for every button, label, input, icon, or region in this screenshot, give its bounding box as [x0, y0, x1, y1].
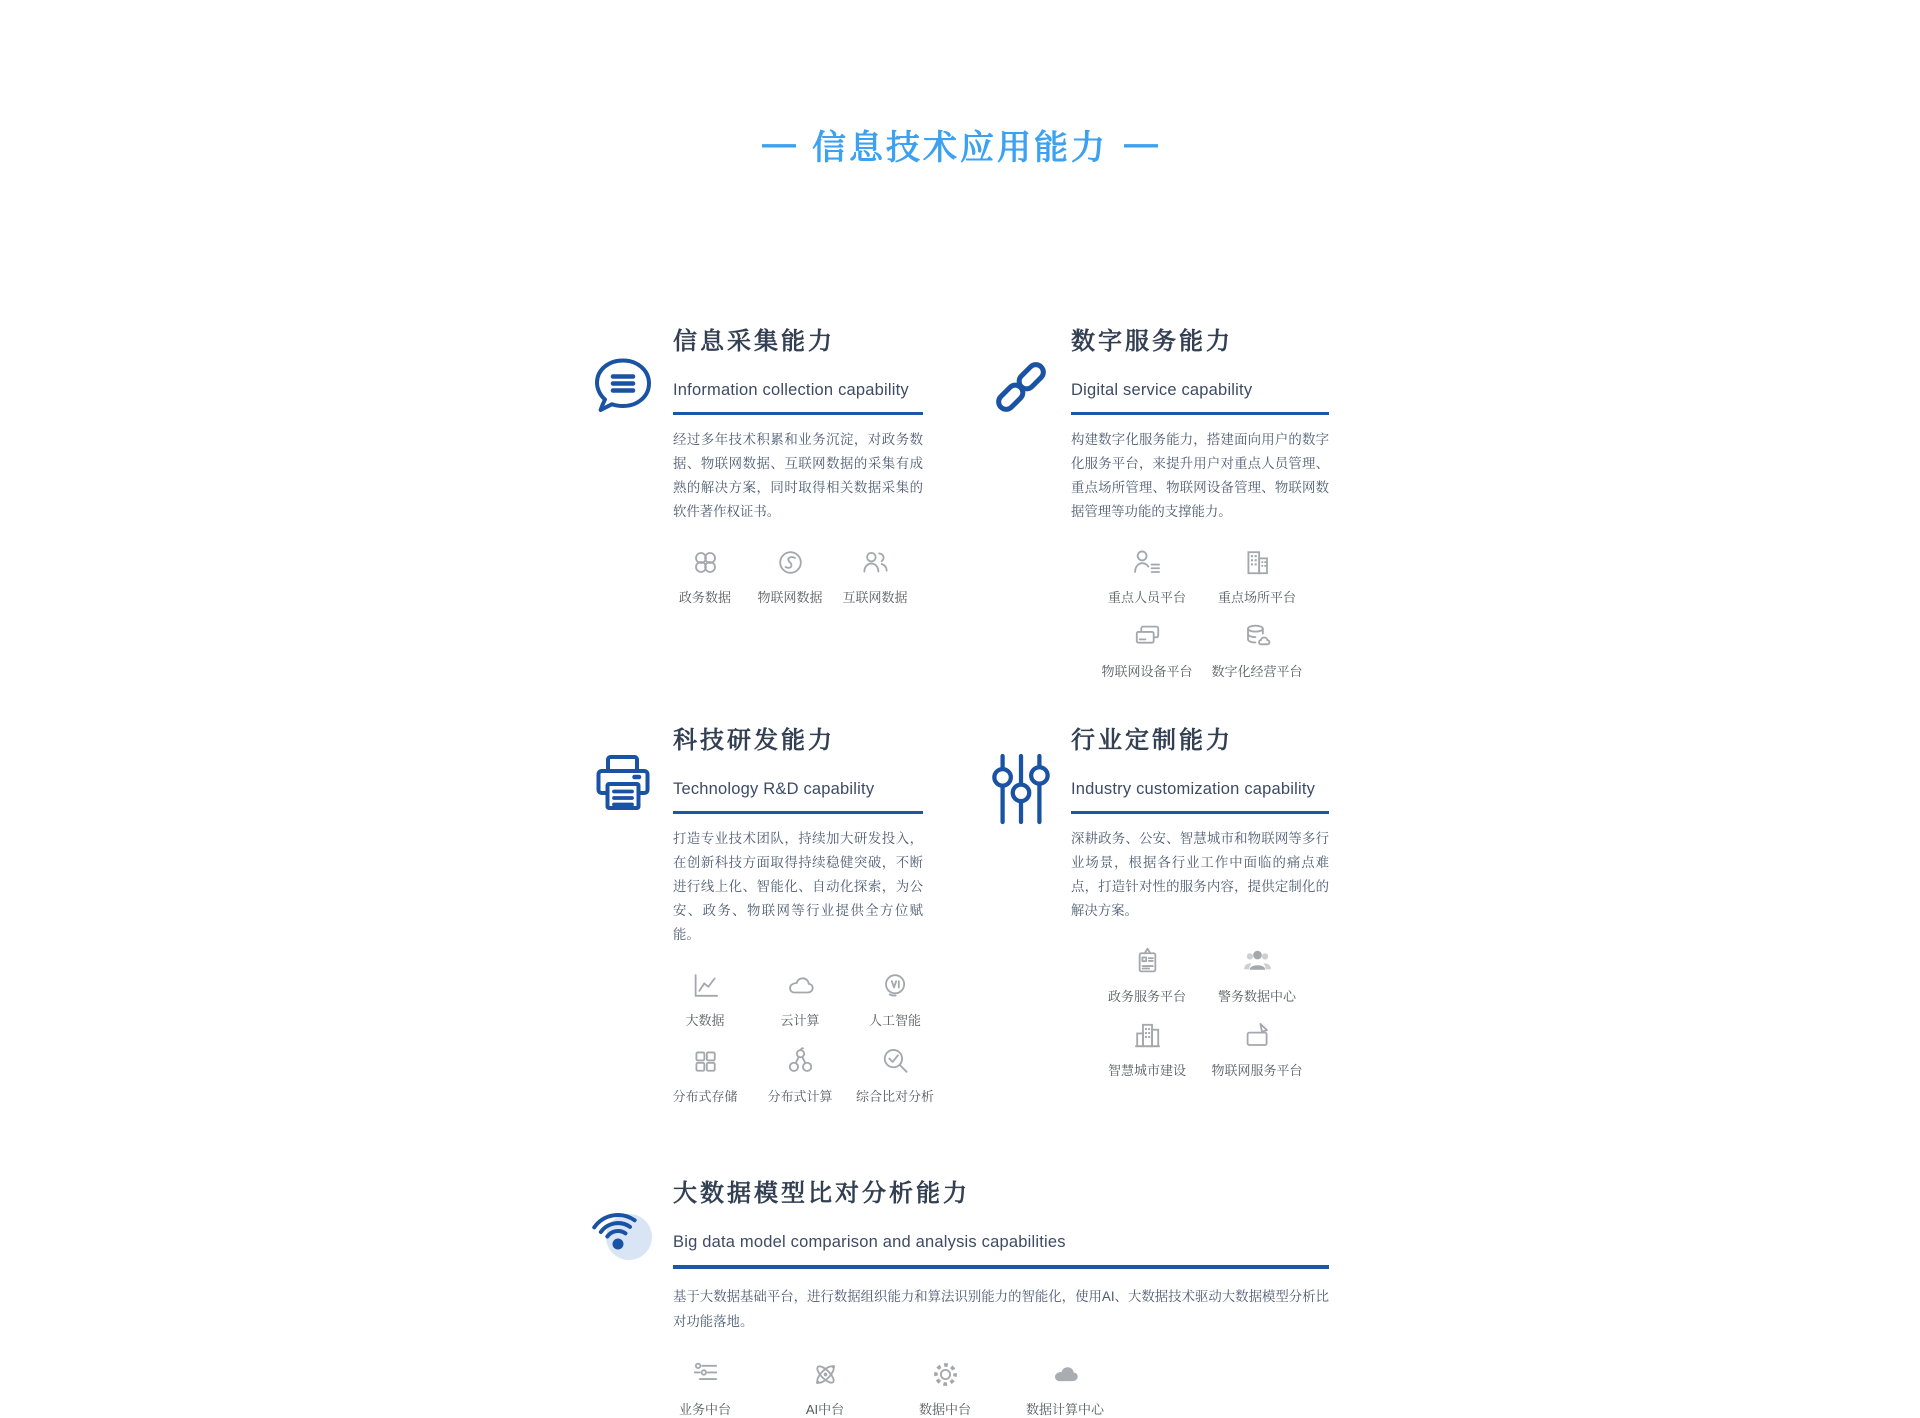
iot-service-icon: [1241, 1019, 1274, 1052]
card-title: 数字服务能力: [1071, 328, 1233, 355]
comparison-analysis-icon: [879, 1045, 912, 1078]
feature-list: [1071, 546, 1329, 680]
feature-item: [1097, 1019, 1197, 1079]
feature-label: 政务数据: [678, 590, 731, 605]
card-description: 经过多年技术积累和业务沉淀，对政务数据、物联网数据、互联网数据的采集有成熟的解决方案，同时取得相关数据采集的软件著作权证书。: [673, 432, 923, 519]
capability-section: [591, 303, 1329, 1418]
feature-item: [1207, 546, 1307, 606]
feature-label: 数据中台: [918, 1402, 971, 1417]
card-description: 打造专业技术团队，持续加大研发投入，在创新科技方面取得持续稳健突破，不断进行线上化、智能化、自动化探索，为公安、政务、物联网等行业提供全方位赋能。: [673, 831, 923, 942]
capability-card-info-collection: [591, 303, 923, 680]
smart-city-icon: [1131, 1019, 1164, 1052]
feature-item: [673, 969, 737, 1029]
feature-label: 互联网数据: [842, 590, 908, 605]
capability-card-digital-service: [989, 303, 1329, 680]
key-place-icon: [1241, 546, 1274, 579]
feature-item: [913, 1358, 977, 1418]
capability-card-tech-rd: [591, 702, 935, 1105]
card-title: 大数据模型比对分析能力: [673, 1180, 970, 1207]
key-person-icon: [1131, 546, 1164, 579]
chat-bubble-icon: [591, 303, 655, 680]
card-title: 科技研发能力: [673, 727, 835, 754]
feature-label: 物联网服务平台: [1211, 1063, 1303, 1078]
feature-item: [768, 1045, 832, 1105]
title-dash-left: —: [762, 125, 796, 163]
card-title: 行业定制能力: [1071, 727, 1233, 754]
card-subtitle: Digital service capability: [1071, 381, 1253, 399]
divider: [1071, 412, 1329, 415]
wifi-icon: [591, 1155, 655, 1418]
feature-item: [758, 546, 822, 606]
iot-device-icon: [1131, 620, 1164, 653]
sliders-icon: [989, 702, 1053, 1105]
feature-item: [768, 969, 832, 1029]
printer-icon: [591, 702, 655, 1105]
capability-card-big-data-analysis: [591, 1155, 1329, 1418]
card-description: 基于大数据基础平台，进行数据组织能力和算法识别能力的智能化，使用AI、大数据技术驱动大数据模型分析比对功能落地。: [673, 1289, 1329, 1329]
page-title: [0, 0, 1920, 169]
divider: [673, 1265, 1329, 1269]
feature-label: 重点人员平台: [1107, 590, 1186, 605]
divider: [673, 811, 923, 814]
feature-label: 警务数据中心: [1217, 989, 1296, 1004]
feature-label: 物联网设备平台: [1101, 664, 1193, 679]
chain-link-icon: [989, 303, 1053, 680]
feature-label: 云计算: [780, 1013, 820, 1028]
feature-list: [673, 1358, 1329, 1418]
feature-item: [843, 546, 907, 606]
data-platform-gear-icon: [929, 1358, 962, 1391]
card-description: 构建数字化服务能力，搭建面向用户的数字化服务平台，来提升用户对重点人员管理、重点场所管理、物联网设备管理、物联网数据管理等功能的支撑能力。: [1071, 432, 1329, 519]
feature-label: 业务中台: [678, 1402, 731, 1417]
feature-label: 政务服务平台: [1107, 989, 1186, 1004]
distributed-computing-icon: [784, 1045, 817, 1078]
police-data-icon: [1241, 945, 1274, 978]
gov-service-icon: [1131, 945, 1164, 978]
cloud-computing-icon: [784, 969, 817, 1002]
divider: [673, 412, 923, 415]
card-subtitle: Information collection capability: [673, 381, 909, 399]
iot-data-icon: [774, 546, 807, 579]
data-computing-cloud-icon: [1049, 1358, 1082, 1391]
feature-list: [1071, 945, 1329, 1079]
page-title-text: 信息技术应用能力: [812, 129, 1108, 167]
feature-item: [1097, 620, 1197, 680]
capability-card-industry-custom: [989, 702, 1329, 1105]
card-title: 信息采集能力: [673, 328, 835, 355]
card-subtitle: Big data model comparison and analysis capabilities: [673, 1233, 1066, 1251]
title-dash-right: —: [1124, 125, 1158, 163]
feature-item: [1207, 620, 1307, 680]
feature-label: 物联网数据: [757, 590, 823, 605]
feature-item: [1026, 1358, 1105, 1418]
internet-data-icon: [859, 546, 892, 579]
business-platform-icon: [689, 1358, 722, 1391]
ai-platform-icon: [809, 1358, 842, 1391]
feature-item: [793, 1358, 857, 1418]
feature-item: [1097, 546, 1197, 606]
feature-item: [673, 1358, 737, 1418]
feature-label: 数字化经营平台: [1211, 664, 1303, 679]
gov-data-icon: [689, 546, 722, 579]
feature-item: [673, 546, 737, 606]
card-subtitle: Technology R&D capability: [673, 780, 875, 798]
feature-label: 人工智能: [868, 1013, 921, 1028]
feature-label: AI中台: [805, 1402, 845, 1417]
feature-list: [673, 546, 923, 606]
distributed-storage-icon: [689, 1045, 722, 1078]
feature-label: 智慧城市建设: [1107, 1063, 1186, 1078]
feature-label: 数据计算中心: [1026, 1402, 1105, 1417]
divider: [1071, 811, 1329, 814]
card-description: 深耕政务、公安、智慧城市和物联网等多行业场景，根据各行业工作中面临的痛点难点，打造针对性的服务内容，提供定制化的解决方案。: [1071, 831, 1329, 918]
feature-item: [1207, 1019, 1307, 1079]
feature-item: [1097, 945, 1197, 1005]
capability-grid: [591, 303, 1329, 1105]
feature-item: [856, 1045, 935, 1105]
feature-item: [863, 969, 927, 1029]
card-subtitle: Industry customization capability: [1071, 780, 1316, 798]
feature-label: 大数据: [685, 1013, 725, 1028]
feature-label: 综合比对分析: [856, 1089, 935, 1104]
feature-item: [673, 1045, 737, 1105]
feature-item: [1207, 945, 1307, 1005]
feature-label: 分布式计算: [767, 1089, 833, 1104]
feature-label: 分布式存储: [672, 1089, 738, 1104]
big-data-icon: [689, 969, 722, 1002]
digital-operation-icon: [1241, 620, 1274, 653]
ai-icon: [879, 969, 912, 1002]
feature-label: 重点场所平台: [1217, 590, 1296, 605]
feature-list: [672, 969, 935, 1105]
